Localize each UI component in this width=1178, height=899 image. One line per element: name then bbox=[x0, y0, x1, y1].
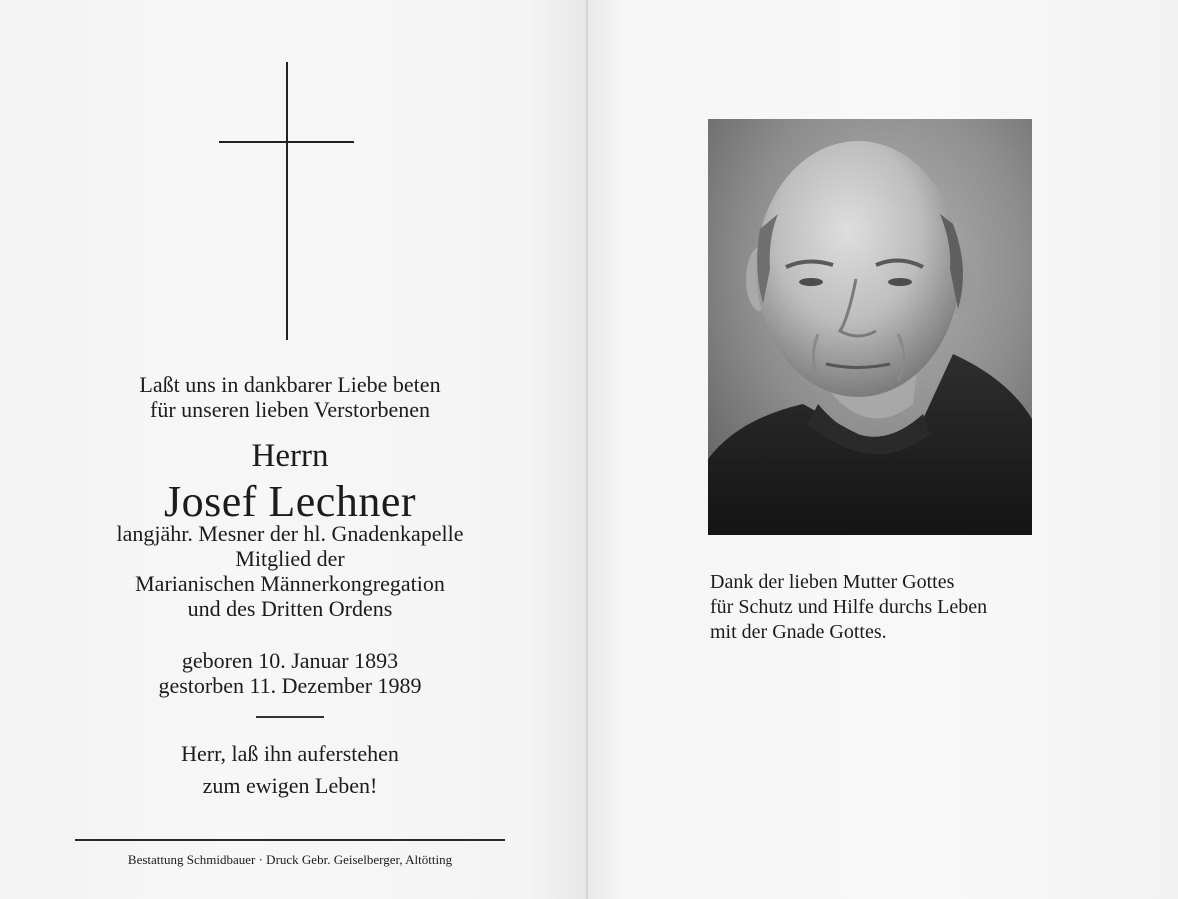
title-line-3: Marianischen Männerkongregation bbox=[135, 571, 445, 596]
prayer-intro-line-2: für unseren lieben Verstorbenen bbox=[150, 397, 430, 422]
closing-prayer-line-2: zum ewigen Leben! bbox=[202, 773, 378, 798]
caption-line-1: Dank der lieben Mutter Gottes bbox=[710, 571, 955, 593]
deceased-name: Josef Lechner bbox=[163, 477, 417, 526]
cross-horizontal-bar bbox=[219, 141, 354, 143]
cross-vertical-bar bbox=[286, 62, 288, 340]
title-line-2: Mitglied der bbox=[235, 546, 345, 571]
printer-footer: Bestattung Schmidbauer · Druck Gebr. Geiselberger, Altötting bbox=[127, 852, 453, 867]
caption-line-3: mit der Gnade Gottes. bbox=[710, 621, 887, 643]
portrait-illustration bbox=[708, 119, 1032, 535]
title-line-4: und des Dritten Ordens bbox=[187, 596, 393, 621]
caption-line-2: für Schutz und Hilfe durchs Leben bbox=[710, 596, 988, 618]
death-date: gestorben 11. Dezember 1989 bbox=[158, 673, 422, 698]
birth-date: geboren 10. Januar 1893 bbox=[181, 648, 399, 673]
short-divider bbox=[256, 716, 324, 718]
left-page bbox=[0, 0, 588, 899]
salutation: Herrn bbox=[251, 438, 329, 474]
closing-prayer-line-1: Herr, laß ihn auferstehen bbox=[181, 741, 399, 766]
cross-icon bbox=[219, 62, 354, 340]
title-line-1: langjähr. Mesner der hl. Gnadenkapelle bbox=[116, 521, 464, 546]
prayer-intro-line-1: Laßt uns in dankbarer Liebe beten bbox=[139, 372, 441, 397]
portrait-photo bbox=[708, 119, 1032, 535]
footer-rule bbox=[75, 839, 505, 841]
